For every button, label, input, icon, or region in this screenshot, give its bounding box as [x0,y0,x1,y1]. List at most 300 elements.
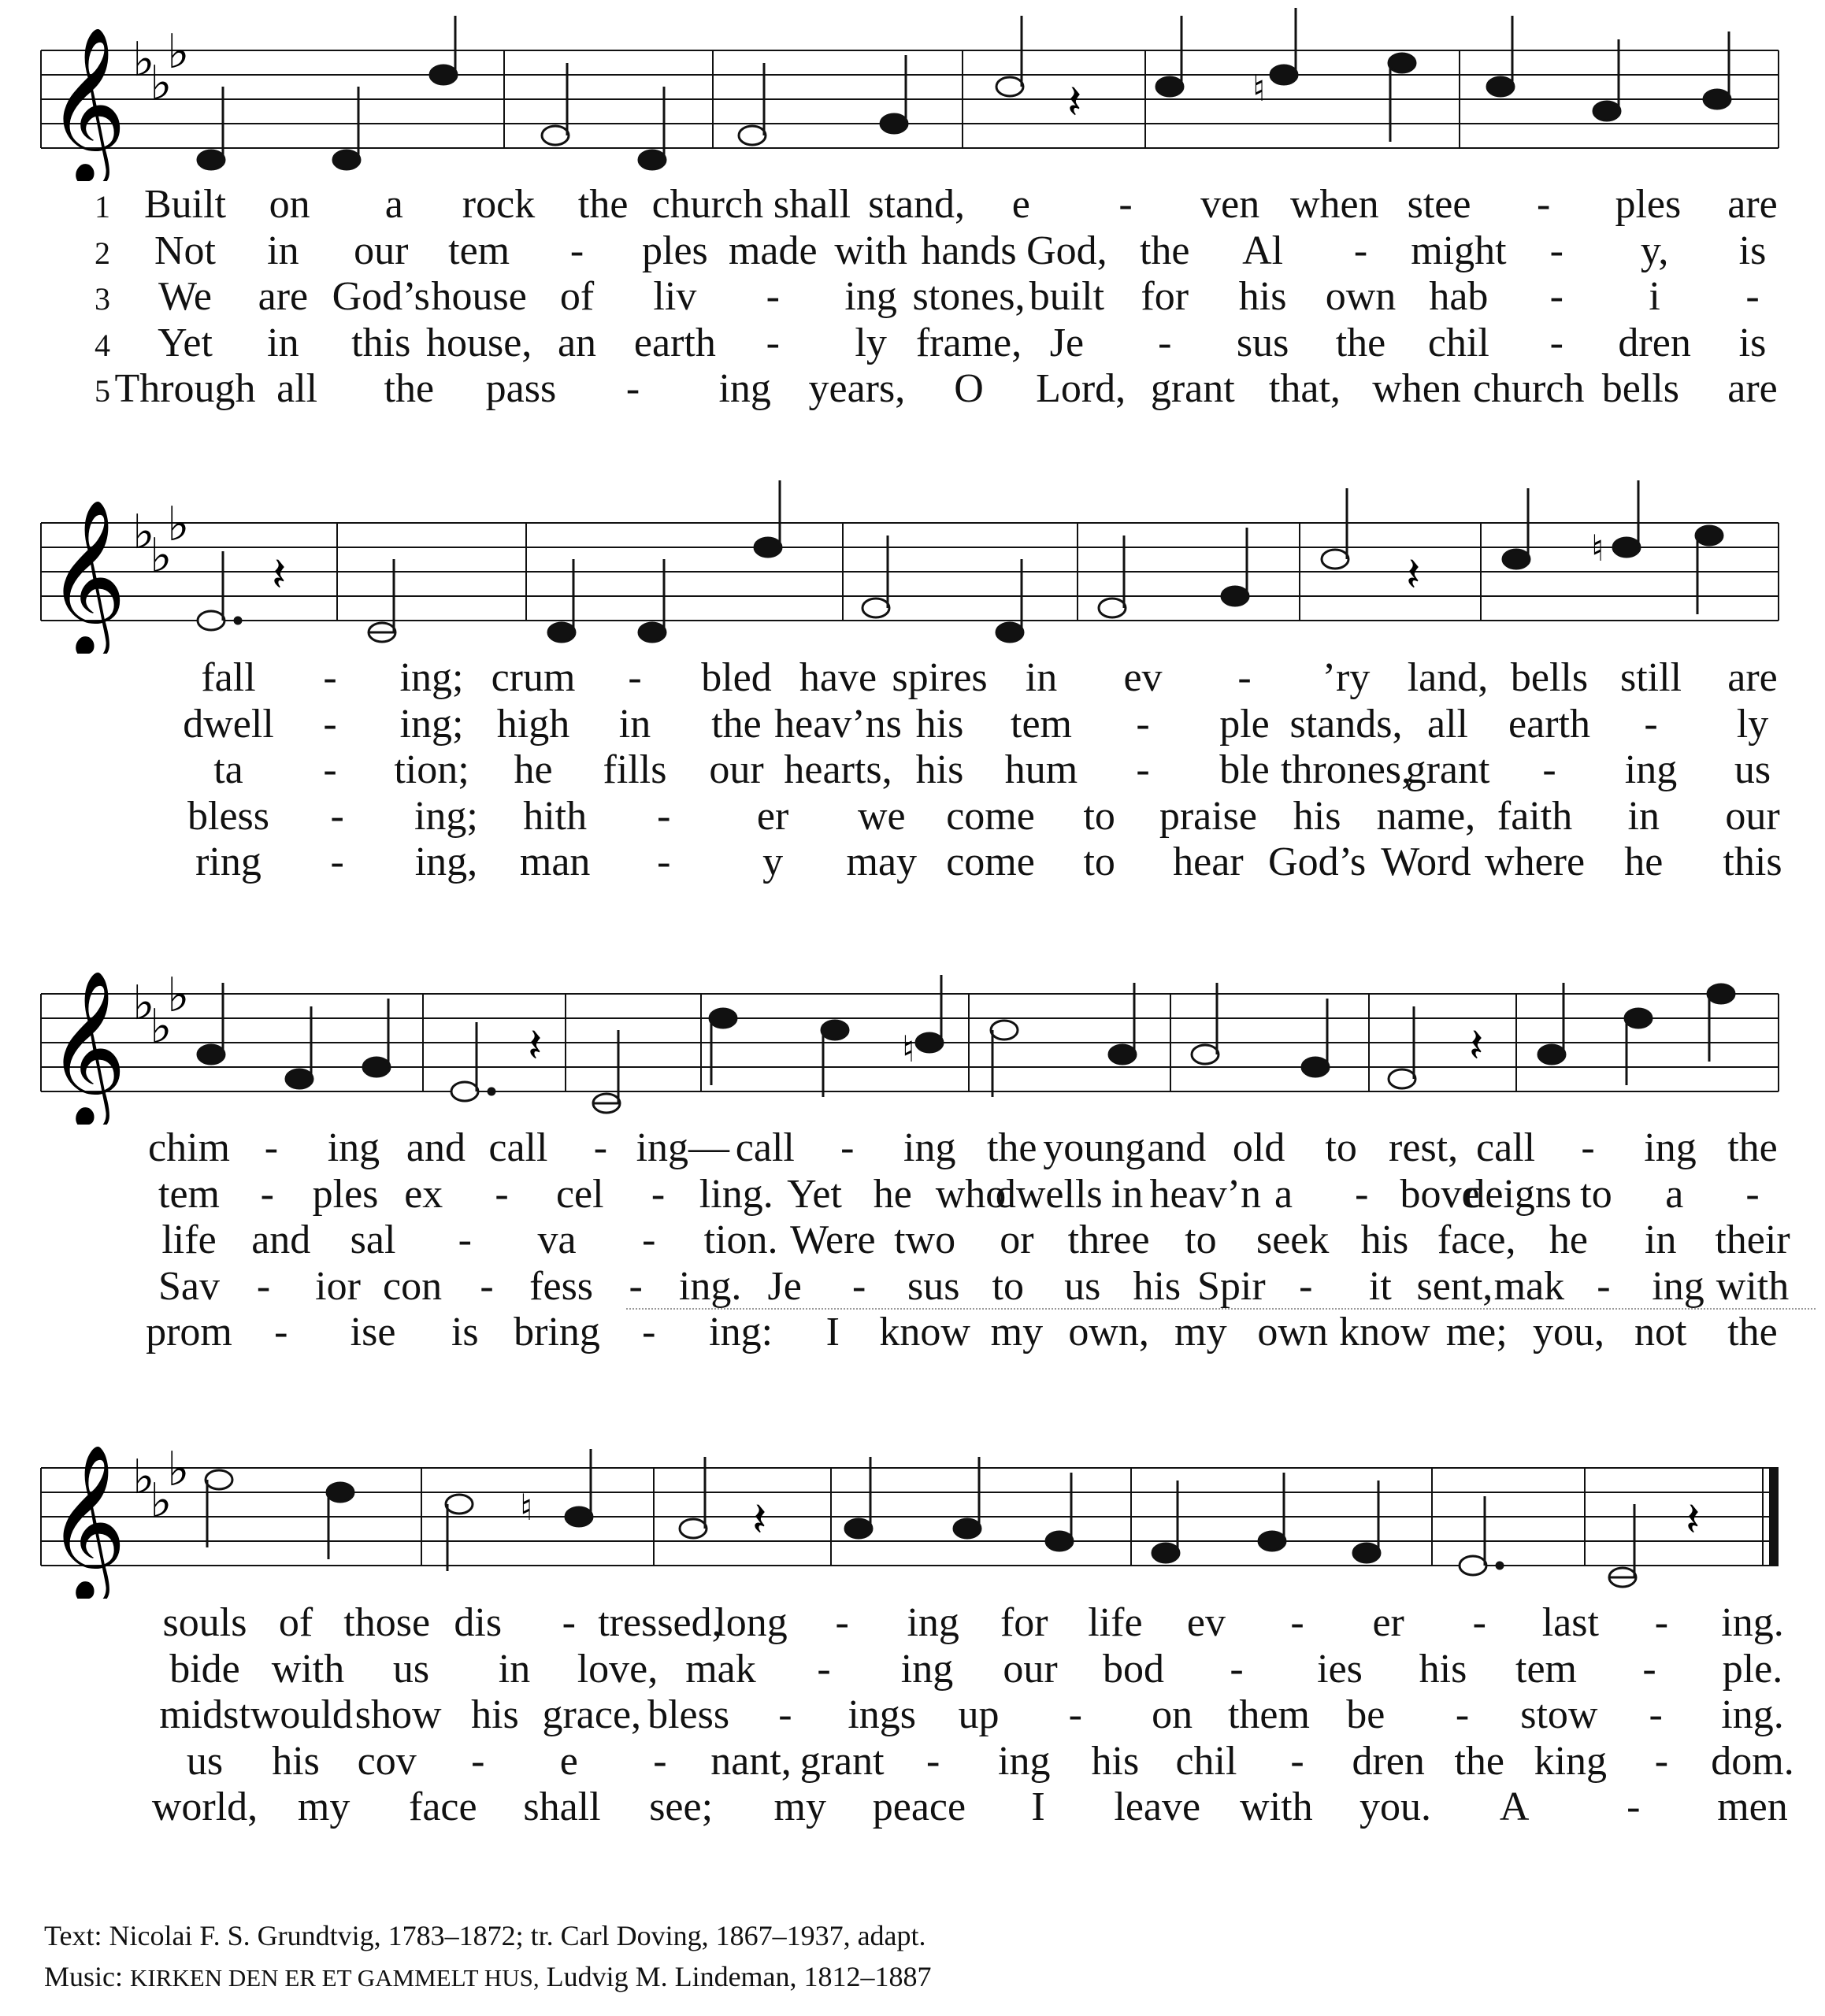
lyric-syllable: Not [154,228,216,273]
lyric-syllable: - [642,1310,656,1354]
lyric-syllable: We [158,274,212,319]
lyric-syllable: seek [1256,1217,1330,1262]
lyric-syllable: ing. [678,1263,742,1309]
lyric-syllable: ing, [414,839,478,884]
lyric-syllable: years, [808,366,906,411]
lyric-syllable: - [1745,274,1760,319]
lyric-syllable: - [1536,182,1551,227]
lyric-syllable: - [1230,1646,1244,1692]
lyric-syllable: chil [1175,1738,1237,1784]
lyric-syllable: sal [350,1217,396,1262]
lyric-syllable: face [409,1784,477,1829]
verse-row [0,321,1825,366]
svg-text:𝄞: 𝄞 [47,498,127,654]
lyric-syllable: made [728,228,818,273]
lyric-syllable: - [1627,1784,1641,1829]
lyric-syllable: for [1000,1600,1048,1645]
lyric-syllable: ly [1736,701,1769,747]
lyric-syllable: Word [1381,839,1471,884]
lyric-syllable: ing— [636,1125,730,1170]
lyric-syllable: - [1472,1600,1486,1645]
lyric-syllable: you, [1532,1310,1604,1354]
lyric-syllable: our [709,747,764,792]
verse-row [0,1125,1825,1171]
svg-text:♭: ♭ [167,24,190,80]
lyric-syllable: ing [1644,1125,1697,1170]
lyric-syllable: - [471,1738,485,1784]
svg-text:𝄞: 𝄞 [47,26,127,181]
lyric-syllable: Lord, [1036,366,1126,411]
lyric-syllable: crum [491,655,576,700]
verse-row [0,747,1825,793]
lyric-syllable: - [264,1125,279,1170]
lyric-syllable: come [946,839,1035,884]
lyric-syllable: hands [921,228,1017,273]
lyric-syllable: ing [1624,747,1678,792]
lyric-syllable: y, [1640,228,1669,273]
svg-text:♮: ♮ [902,1028,915,1070]
lyric-syllable: those [343,1600,431,1645]
lyric-syllable: is [451,1310,479,1354]
verse-row [0,655,1825,701]
lyric-syllable: heav’n [1149,1171,1261,1217]
lyric-syllable: us [1734,747,1771,792]
lyric-syllable: - [260,1171,274,1217]
lyric-syllable: grant [799,1738,885,1784]
verse-row [0,1600,1825,1646]
lyric-syllable: ing [1652,1263,1704,1309]
lyric-syllable: young [1043,1125,1146,1170]
svg-text:𝄽: 𝄽 [1469,1018,1484,1073]
lyric-syllable: ing [998,1738,1051,1784]
lyric-syllable: and [251,1217,311,1262]
lyric-syllable: - [778,1692,792,1737]
lyric-syllable: the [1727,1125,1778,1170]
lyric-syllable: hith [523,793,588,839]
lyric-syllable: you. [1359,1784,1432,1829]
lyric-syllable: his [915,747,964,792]
lyric-syllable: ings [848,1692,917,1737]
verse-row [0,794,1825,839]
lyric-syllable: thrones, [1280,747,1412,792]
svg-text:♮: ♮ [1252,67,1266,109]
lyric-syllable: us [186,1738,224,1784]
svg-text:♭: ♭ [150,528,172,584]
lyric-syllable: them [1227,1692,1310,1737]
lyric-syllable: tem [158,1171,220,1217]
staff-4 [0,1418,1825,1599]
lyric-syllable: bove [1400,1171,1480,1217]
lyric-syllable: church [651,182,764,227]
lyric-syllable: e [1011,182,1030,227]
lyric-syllable: hearts, [784,747,892,792]
lyric-syllable: - [1581,1125,1595,1170]
lyric-syllable: ing [907,1600,959,1645]
lyric-syllable: ior [315,1263,361,1309]
lyric-syllable: stones, [912,274,1026,319]
lyric-syllable: see; [649,1784,714,1829]
lyric-syllable: chim [148,1125,230,1170]
lyric-syllable: life [1088,1600,1143,1645]
lyric-syllable: bide [169,1646,240,1692]
lyric-syllable: - [642,1217,656,1262]
svg-text:♭: ♭ [167,1442,190,1497]
lyric-syllable: earth [633,320,716,365]
lyric-syllable: O [954,366,984,411]
lyric-syllable: e [559,1738,578,1784]
lyric-syllable: - [323,655,337,700]
lyric-syllable: in [618,701,651,747]
lyric-syllable: in [1025,655,1058,700]
lyric-syllable: pass [485,366,557,411]
lyric-syllable: ing. [1721,1692,1784,1737]
lyric-syllable: his [915,701,964,747]
lyric-syllable: life [161,1217,217,1262]
lyric-syllable: he [873,1171,912,1217]
lyric-syllable: know [1339,1310,1430,1354]
lyric-syllable: Yet [158,320,213,365]
lyric-syllable: in [498,1646,531,1692]
lyric-syllable: with [1240,1784,1313,1829]
lyric-syllable: hear [1173,839,1244,884]
lyric-syllable: tem [448,228,510,273]
lyric-syllable: might [1411,228,1507,273]
lyric-syllable: ing; [414,793,478,839]
lyric-syllable: - [593,1125,608,1170]
lyric-syllable: ring [195,839,262,884]
lyric-syllable: their [1715,1217,1790,1262]
lyric-syllable: up [958,1692,1000,1737]
lyric-syllable: - [323,701,337,747]
lyric-syllable: va [537,1217,577,1262]
lyric-syllable: ev [1123,655,1163,700]
lyric-syllable: tion; [394,747,469,792]
lyric-syllable: not [1634,1310,1687,1354]
lyric-syllable: Je [767,1263,802,1309]
lyric-syllable: king [1534,1738,1608,1784]
lyric-syllable: God, [1026,228,1107,273]
lyric-syllable: grace, [542,1692,642,1737]
lyric-syllable: shall [773,182,851,227]
lyric-syllable: the [711,701,762,747]
lyric-syllable: the [384,366,435,411]
lyric-syllable: are [1727,655,1778,700]
lyric-syllable: prom [146,1310,232,1354]
lyric-syllable: ing. [1721,1600,1784,1645]
lyric-syllable: - [1654,1600,1669,1645]
lyric-syllable: tem [1515,1646,1577,1692]
lyric-syllable: bells [1601,366,1679,411]
lyric-syllable: know [879,1310,970,1354]
lyric-syllable: fall [201,655,256,700]
lyric-syllable: in [1627,793,1660,839]
lyric-syllable: stee [1407,182,1471,227]
staff-1 [0,0,1825,181]
lyric-syllable: dwells [995,1171,1103,1217]
lyric-syllable: - [1455,1692,1470,1737]
lyric-syllable: - [274,1310,288,1354]
lyric-syllable: a [1274,1171,1293,1217]
lyric-syllable: shall [523,1784,601,1829]
lyric-syllable: midst [159,1692,250,1737]
lyric-syllable: - [330,839,344,884]
lyric-syllable: Je [1049,320,1085,365]
lyric-syllable: with [834,228,907,273]
verse-row [0,274,1825,320]
lyric-syllable: have [799,655,877,700]
lyric-syllable: - [569,228,584,273]
credits [44,1915,932,1999]
lyric-syllable: - [653,1738,667,1784]
lyric-syllable: ing [903,1125,956,1170]
lyric-syllable: ing; [399,701,464,747]
lyric-syllable: the [1727,1310,1778,1354]
lyric-syllable: ing: [709,1310,773,1354]
lyric-syllable: with [271,1646,345,1692]
lyric-syllable: still [1619,655,1682,700]
lyric-syllable: his [1419,1646,1467,1692]
lyric-syllable: ple [1219,701,1270,747]
lyric-syllable: stow [1520,1692,1598,1737]
verse-row [0,366,1825,412]
lyric-syllable: our [1003,1646,1058,1692]
lyric-syllable: an [557,320,597,365]
lyric-syllable: are [1727,366,1778,411]
lyric-syllable: cel [555,1171,604,1217]
lyric-syllable: bless [647,1692,730,1737]
lyric-syllable: ta [213,747,243,792]
lyric-syllable: in [267,228,299,273]
lyric-syllable: to [1580,1171,1612,1217]
lyric-syllable: sus [907,1263,960,1309]
lyric-syllable: bless [187,793,269,839]
lyric-syllable: - [1549,274,1563,319]
lyric-syllable: - [1597,1263,1611,1309]
lyric-syllable: bells [1510,655,1589,700]
lyric-syllable: - [657,793,671,839]
lyric-syllable: cov [357,1738,417,1784]
lyric-syllable: last [1541,1600,1599,1645]
lyric-syllable: fills [603,747,667,792]
svg-text:♭: ♭ [132,1450,155,1505]
lyric-syllable: men [1717,1784,1788,1829]
verse-number: 3 [95,281,110,317]
lyric-syllable: our [354,228,409,273]
lyric-syllable: bod [1103,1646,1164,1692]
svg-text:♮: ♮ [520,1486,533,1529]
lyric-syllable: when [1372,366,1461,411]
lyric-syllable: ples [312,1171,379,1217]
lyric-syllable: - [1353,228,1368,273]
lyric-syllable: in [267,320,299,365]
lyric-syllable: bled [701,655,772,700]
lyric-syllable: high [496,701,570,747]
svg-text:♭: ♭ [150,999,172,1054]
lyric-syllable: - [1654,1738,1669,1784]
lyric-syllable: earth [1508,701,1590,747]
lyric-syllable: tressed, [598,1600,722,1645]
lyric-syllable: - [629,1263,643,1309]
lyric-syllable: rock [462,182,536,227]
lyric-syllable: - [651,1171,666,1217]
lyric-syllable: Yet [787,1171,842,1217]
lyric-syllable: Spir [1196,1263,1266,1309]
lyric-syllable: - [852,1263,866,1309]
lyric-syllable: praise [1159,793,1258,839]
lyric-syllable: show [354,1692,442,1737]
lyric-syllable: - [1355,1171,1369,1217]
lyric-syllable: me; [1445,1310,1508,1354]
lyric-syllable: in [1111,1171,1144,1217]
lyric-syllable: dom. [1711,1738,1794,1784]
lyric-syllable: are [1727,182,1778,227]
lyric-syllable: and [1147,1125,1207,1170]
lyric-syllable: church [1472,366,1585,411]
lyric-syllable: - [657,839,671,884]
lyric-syllable: when [1290,182,1379,227]
lyric-syllable: the [1139,228,1190,273]
lyric-syllable: - [458,1217,472,1262]
lyric-syllable: mak [1493,1263,1565,1309]
verse-row [0,1172,1825,1217]
lyric-syllable: a [384,182,403,227]
lyric-syllable: ex [404,1171,443,1217]
lyric-syllable: leave [1114,1784,1201,1829]
verse-row [0,702,1825,747]
lyric-syllable: land, [1407,655,1489,700]
lyric-syllable: all [1427,701,1468,747]
lyric-syllable: my [1174,1310,1227,1354]
lyric-syllable: - [840,1125,855,1170]
lyric-syllable: God’s [332,274,430,319]
lyric-syllable: - [562,1600,577,1645]
lyric-syllable: er [1372,1600,1404,1645]
lyric-syllable: ing [900,1646,954,1692]
lyric-syllable: bring [514,1310,600,1354]
lyric-syllable: the [1454,1738,1504,1784]
lyric-syllable: house [431,274,527,319]
lyric-syllable: own [1325,274,1397,319]
lyric-syllable: us [1064,1263,1101,1309]
lyric-syllable: y [762,839,784,884]
lyric-syllable: who [935,1171,1007,1217]
lyric-syllable: ev [1186,1600,1226,1645]
lyric-syllable: ies [1317,1646,1363,1692]
lyric-syllable: deigns [1464,1171,1572,1217]
lyric-syllable: - [1237,655,1252,700]
lyric-syllable: is [1738,228,1767,273]
lyric-syllable: rest, [1389,1125,1459,1170]
lyric-syllable: - [1549,320,1563,365]
lyric-syllable: long [714,1600,788,1645]
music-credit: Music: KIRKEN DEN ER ET GAMMELT HUS, Ludvig M. Lindeman, 1812–1887 [44,1961,932,1992]
lyric-syllable: the [986,1125,1037,1170]
lyric-syllable: - [1158,320,1172,365]
lyric-syllable: - [1644,701,1658,747]
lyric-syllable: on [269,182,310,227]
lyric-syllable: ple. [1722,1646,1783,1692]
lyric-syllable: stands, [1289,701,1403,747]
lyric-syllable: - [1649,1692,1663,1737]
svg-text:𝄞: 𝄞 [47,1443,127,1599]
lyric-syllable: us [392,1646,430,1692]
lyric-syllable: tion. [703,1217,778,1262]
lyric-syllable: house, [425,320,532,365]
lyric-syllable: I [825,1310,840,1354]
lyric-syllable: dren [1352,1738,1425,1784]
lyric-syllable: faith [1497,793,1573,839]
lyric-syllable: - [926,1738,940,1784]
lyric-syllable: ing; [399,655,464,700]
lyric-syllable: - [1745,1171,1760,1217]
lyric-syllable: he [514,747,553,792]
lyric-syllable: to [1083,793,1115,839]
svg-text:𝄽: 𝄽 [528,1018,543,1073]
lyric-syllable: call [1476,1125,1536,1170]
lyric-syllable: ples [641,228,708,273]
lyric-syllable: old [1232,1125,1285,1170]
lyric-syllable: - [1642,1646,1656,1692]
lyric-syllable: sus [1236,320,1289,365]
lyric-syllable: three [1067,1217,1150,1262]
lyric-syllable: hum [1004,747,1078,792]
lyric-syllable: fess [529,1263,594,1309]
lyric-syllable: own [1257,1310,1328,1354]
lyric-syllable: to [1083,839,1115,884]
svg-text:𝄽: 𝄽 [1067,75,1082,130]
lyric-syllable: world, [151,1784,258,1829]
verse-number: 2 [95,235,110,271]
svg-text:𝄞: 𝄞 [47,969,127,1125]
lyric-syllable: his [1238,274,1287,319]
lyric-syllable: souls [162,1600,247,1645]
lyric-syllable: tem [1011,701,1072,747]
lyric-syllable: ling. [699,1171,773,1217]
lyric-syllable: ise [350,1310,396,1354]
svg-text:♭: ♭ [132,505,155,560]
staff-3 [0,943,1825,1125]
staff-2 [0,472,1825,654]
lyric-syllable: - [1299,1263,1313,1309]
lyric-syllable: grant [1405,747,1490,792]
lyric-syllable: ing [327,1125,380,1170]
lyric-syllable: ly [855,320,887,365]
lyric-syllable: may [846,839,918,884]
lyric-syllable: his [471,1692,519,1737]
lyric-syllable: love, [577,1646,658,1692]
lyric-syllable: his [1293,793,1341,839]
lyric-syllable: are [258,274,309,319]
lyric-syllable: - [766,320,780,365]
lyric-syllable: ’ry [1322,655,1371,700]
dotted-divider [626,1308,1816,1310]
lyric-syllable: liv [653,274,697,319]
lyric-syllable: - [835,1600,849,1645]
lyric-syllable: ing [844,274,897,319]
lyric-syllable: i [1649,274,1660,319]
lyric-syllable: all [276,366,318,411]
lyric-syllable: - [1542,747,1556,792]
lyric-syllable: - [766,274,780,319]
svg-text:𝄽: 𝄽 [752,1492,767,1547]
lyric-syllable: his [1091,1738,1140,1784]
lyric-syllable: call [488,1125,548,1170]
lyric-syllable: to [992,1263,1024,1309]
lyric-syllable: my [773,1784,826,1829]
lyric-syllable: come [946,793,1035,839]
verse-row [0,1647,1825,1692]
lyric-syllable: two [894,1217,956,1262]
